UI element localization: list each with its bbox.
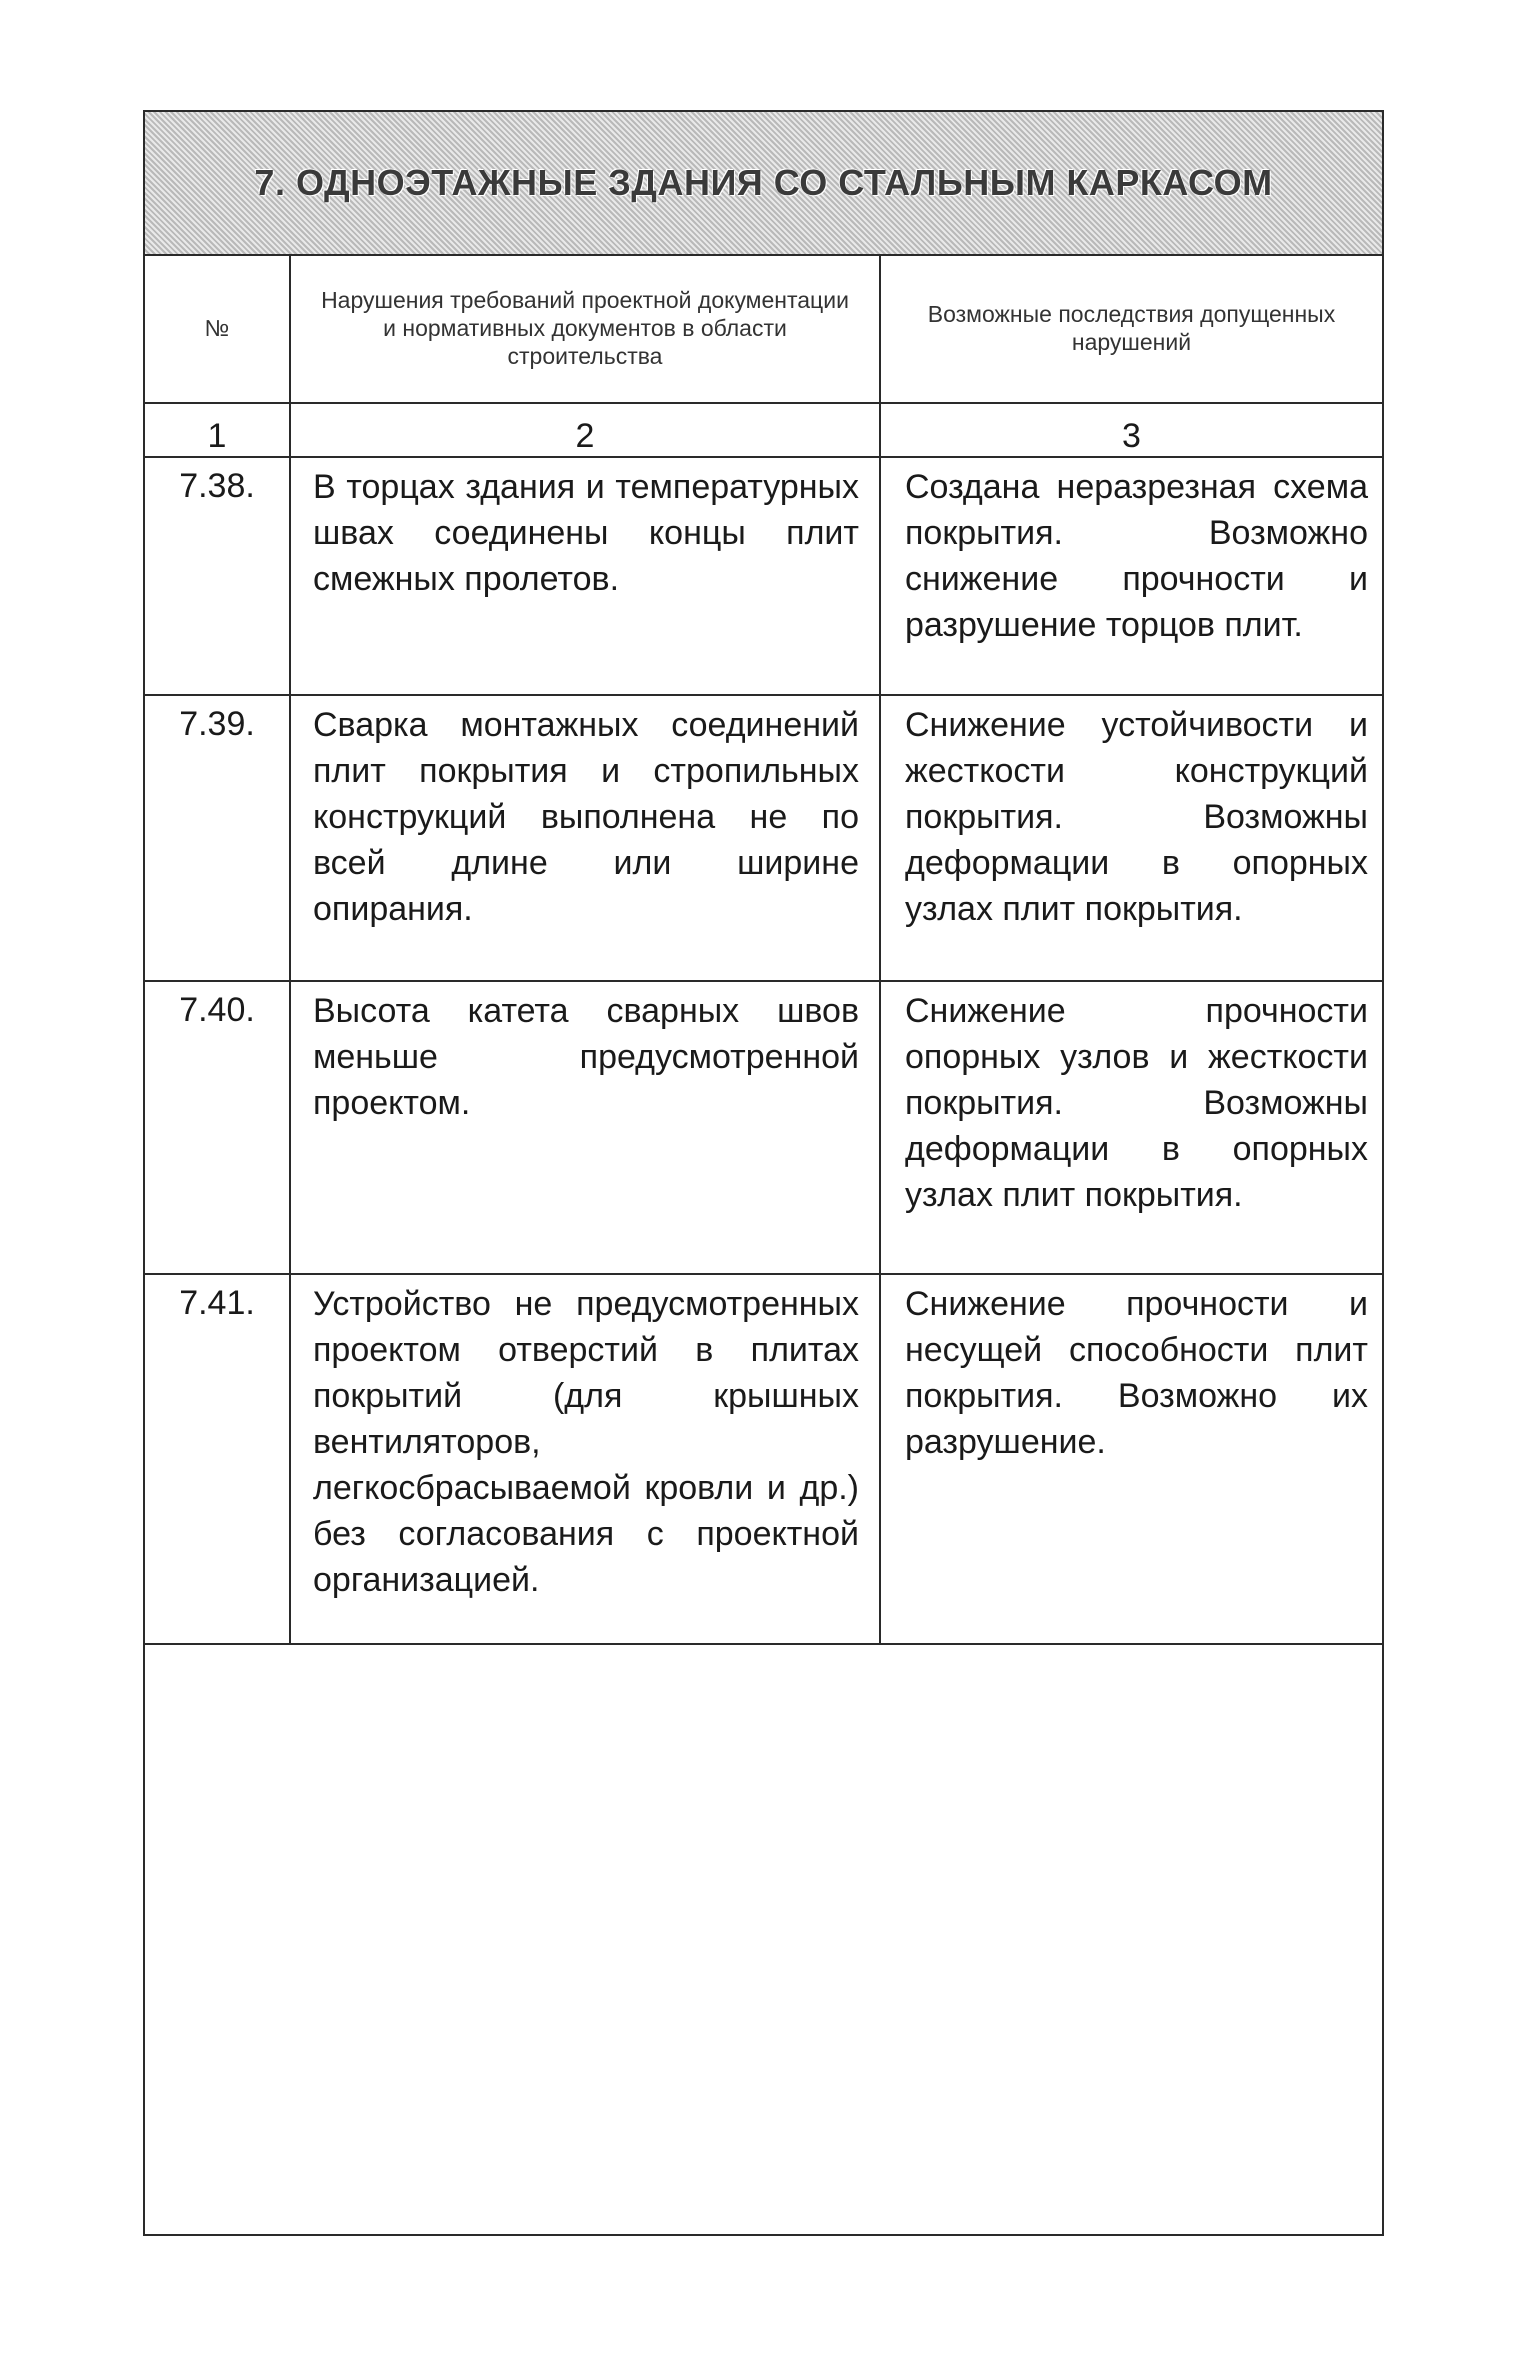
header-consequences: Возможные последствия допущенных нарушений	[880, 254, 1382, 403]
column-number: 2	[290, 403, 880, 457]
section-title: 7. ОДНОЭТАЖНЫЕ ЗДАНИЯ СО СТАЛЬНЫМ КАРКАСОМ	[254, 162, 1273, 203]
violation-text: В торцах здания и температурных швах соединены концы плит смежных пролетов.	[290, 457, 880, 695]
consequence-text: Снижение прочности и несущей способности плит покрытия. Возможно их разрушение.	[880, 1274, 1382, 1644]
consequence-text: Снижение устойчивости и жесткости конструкций покрытия. Возможны деформации в опорных узлах плит покрытия.	[880, 695, 1382, 981]
consequence-text: Создана неразрезная схема покрытия. Возможно снижение прочности и разрушение торцов плит.	[880, 457, 1382, 695]
section-title-bar	[145, 112, 1382, 256]
table-row	[145, 695, 1382, 981]
column-number-row	[145, 403, 1382, 457]
column-number: 1	[145, 403, 290, 457]
row-number: 7.41.	[145, 1274, 290, 1644]
table-row	[145, 981, 1382, 1274]
violation-text: Устройство не предусмотренных проектом отверстий в плитах покрытий (для крышных вентиляторов, легкосбрасываемой кровли и др.) без согласования с проектной организацией.	[290, 1274, 880, 1644]
table-header-row	[145, 254, 1382, 403]
violations-table	[145, 254, 1382, 1645]
table-row	[145, 457, 1382, 695]
row-number: 7.39.	[145, 695, 290, 981]
table-row	[145, 1274, 1382, 1644]
row-number: 7.38.	[145, 457, 290, 695]
header-violations: Нарушения требований проектной документации и нормативных документов в области строительства	[290, 254, 880, 403]
consequence-text: Снижение прочности опорных узлов и жесткости покрытия. Возможны деформации в опорных узлах плит покрытия.	[880, 981, 1382, 1274]
header-number: №	[145, 254, 290, 403]
violation-text: Высота катета сварных швов меньше предусмотренной проектом.	[290, 981, 880, 1274]
violation-text: Сварка монтажных соединений плит покрытия и стропильных конструкций выполнена не по всей длине или ширине опирания.	[290, 695, 880, 981]
page-frame	[143, 110, 1384, 2236]
column-number: 3	[880, 403, 1382, 457]
row-number: 7.40.	[145, 981, 290, 1274]
